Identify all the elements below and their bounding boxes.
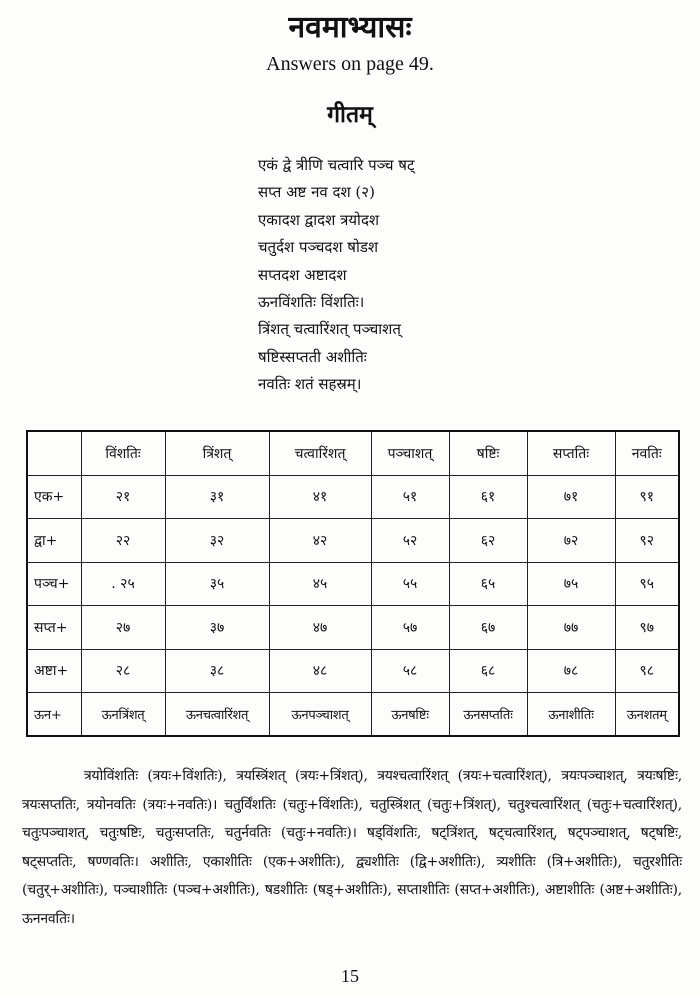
table-cell: ७५ (527, 562, 615, 606)
table-row (27, 693, 679, 737)
row-label: सप्त+ (27, 606, 81, 650)
table-cell: ५१ (371, 475, 449, 519)
song-verses (258, 152, 678, 399)
table-cell: २१ (81, 475, 165, 519)
table-cell: ४७ (269, 606, 371, 650)
table-cell: ९१ (615, 475, 679, 519)
table-cell: ऊनत्रिंशत् (81, 693, 165, 737)
table-cell: ऊनपञ्चाशत् (269, 693, 371, 737)
table-cell: ५७ (371, 606, 449, 650)
table-cell: ९५ (615, 562, 679, 606)
table-cell: ९८ (615, 649, 679, 693)
table-cell: ६७ (449, 606, 527, 650)
table-cell: ९२ (615, 519, 679, 563)
lesson-title: नवमाभ्यासः (288, 10, 412, 45)
row-label: ऊन+ (27, 693, 81, 737)
row-label: पञ्च+ (27, 562, 81, 606)
table-cell: २८ (81, 649, 165, 693)
table-cell: ७१ (527, 475, 615, 519)
table-cell: ९७ (615, 606, 679, 650)
table-cell: ऊनशतम् (615, 693, 679, 737)
compound-numbers-paragraph: त्रयोविंशतिः (त्रयः+विंशतिः), त्रयस्त्रिंशत् (त्रयः+त्रिंशत्), त्रयश्चत्वारिंशत् (त्रयः+चत्वारिंशत्), त्रयःपञ्चाशत्, त्रयःषष्टिः, त्रयःसप्ततिः, त्रयोनवतिः (त्रयः+नवतिः)। चतुर्विंशतिः (चतुः+विंशतिः), चतुस्त्रिंशत् (चतुः+त्रिंशत्), चतुश्चत्वारिंशत् (चतुः+चत्वारिंशत्), चतुःपञ्चाशत्, चतुःषष्टिः, चतुःसप्ततिः, चतुर्नवतिः (चतुः+नवतिः)। षड्विंशतिः, षट्त्रिंशत्, षट्चत्वारिंशत्, षट्पञ्चाशत्, षट्षष्टिः, षट्सप्ततिः, षण्णवतिः। अशीतिः, एकाशीतिः (एक+अशीतिः), द्व्यशीतिः (द्वि+अशीतिः), त्र्यशीतिः (त्रि+अशीतिः), चतुरशीतिः (चतुर्+अशीतिः), पञ्चाशीतिः (पञ्च+अशीतिः), षडशीतिः (षड्+अशीतिः), सप्ताशीतिः (सप्त+अशीतिः), अष्टाशीतिः (अष्ट+अशीतिः), ऊननवतिः। (22, 768, 682, 927)
table-row (27, 649, 679, 693)
table-cell: ४५ (269, 562, 371, 606)
table-header-row (27, 431, 679, 475)
table-header-cell: विंशतिः (81, 431, 165, 475)
table-cell: २७ (81, 606, 165, 650)
table-cell: ५५ (371, 562, 449, 606)
table-header-cell: त्रिंशत् (165, 431, 269, 475)
table-header-cell: चत्वारिंशत् (269, 431, 371, 475)
page-number: 15 (341, 966, 359, 986)
number-table (26, 430, 680, 737)
table-row (27, 562, 679, 606)
table-cell: ७२ (527, 519, 615, 563)
answers-note: Answers on page 49. (266, 53, 434, 75)
table-cell: ३८ (165, 649, 269, 693)
table-header-cell: नवतिः (615, 431, 679, 475)
table-cell: ४१ (269, 475, 371, 519)
table-header-cell (27, 431, 81, 475)
song-title: गीतम् (327, 101, 373, 128)
table-cell: ४८ (269, 649, 371, 693)
verse-line: ऊनविंशतिः विंशतिः। (258, 293, 365, 312)
table-cell: ६२ (449, 519, 527, 563)
table-cell: ७७ (527, 606, 615, 650)
table-row (27, 606, 679, 650)
table-cell: ५२ (371, 519, 449, 563)
verse-line: चतुर्दश पञ्चदश षोडश (258, 238, 379, 257)
table-cell: ३२ (165, 519, 269, 563)
table-header-cell: पञ्चाशत् (371, 431, 449, 475)
verse-line: एकादश द्वादश त्रयोदश (258, 210, 380, 229)
table-cell: ६१ (449, 475, 527, 519)
table-cell: . २५ (81, 562, 165, 606)
table-row (27, 519, 679, 563)
verse-line: नवतिः शतं सहस्रम्। (258, 375, 362, 394)
table-cell: ऊनाशीतिः (527, 693, 615, 737)
verse-line: एकं द्वे त्रीणि चत्वारि पञ्च षट् (258, 156, 415, 174)
table-header-cell: सप्ततिः (527, 431, 615, 475)
table-header-cell: षष्टिः (449, 431, 527, 475)
table-cell: ३५ (165, 562, 269, 606)
table-cell: ६८ (449, 649, 527, 693)
row-label: अष्टा+ (27, 649, 81, 693)
table-cell: ५८ (371, 649, 449, 693)
table-cell: ४२ (269, 519, 371, 563)
verse-line: सप्तदश अष्टादश (258, 265, 347, 284)
table-row (27, 475, 679, 519)
table-cell: २२ (81, 519, 165, 563)
table-cell: ३१ (165, 475, 269, 519)
table-cell: ३७ (165, 606, 269, 650)
table-cell: ऊनषष्टिः (371, 693, 449, 737)
verse-line: त्रिंशत् चत्वारिंशत् पञ्चाशत् (258, 320, 401, 339)
table-cell: ऊनचत्वारिंशत् (165, 693, 269, 737)
row-label: एक+ (27, 475, 81, 519)
table-cell: ऊनसप्ततिः (449, 693, 527, 737)
table-cell: ६५ (449, 562, 527, 606)
verse-line: सप्त अष्ट नव दश (२) (258, 183, 375, 202)
table-cell: ७८ (527, 649, 615, 693)
row-label: द्वा+ (27, 519, 81, 563)
verse-line: षष्टिस्सप्तती अशीतिः (258, 347, 367, 366)
